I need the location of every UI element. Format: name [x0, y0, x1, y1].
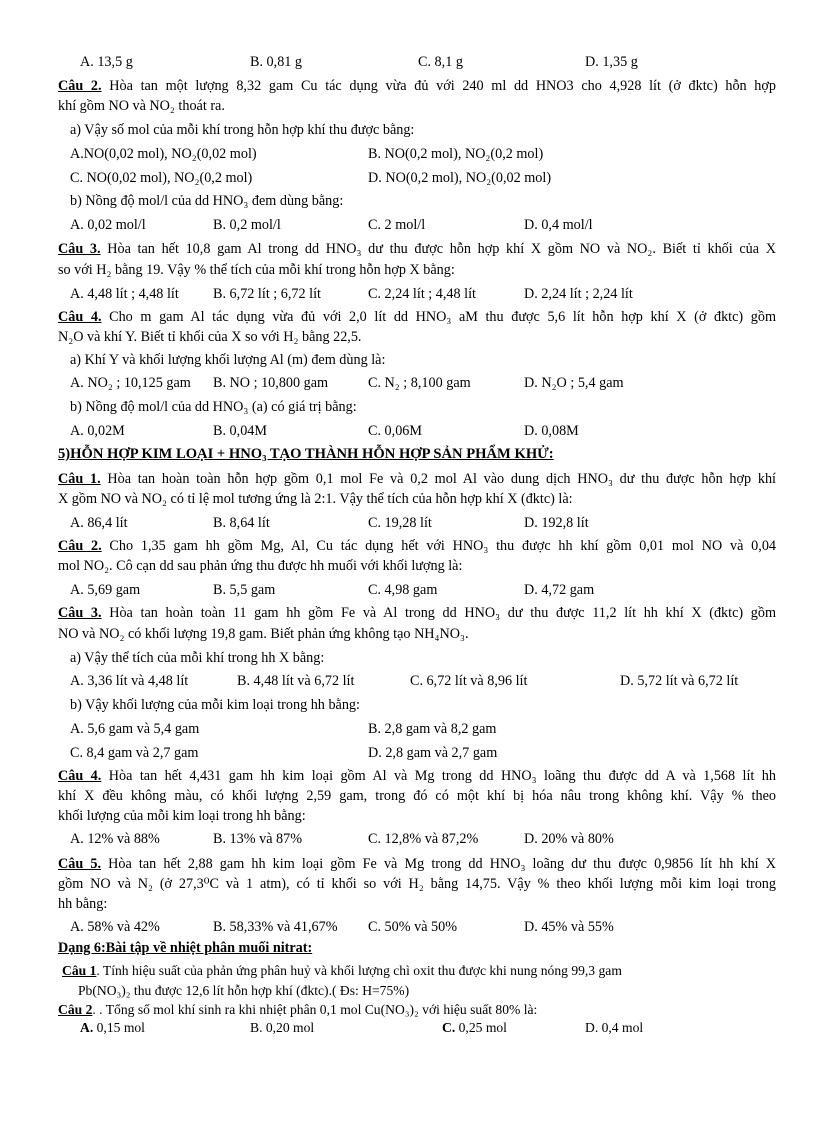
d6q2-line1: Câu 2. . Tổng số mol khí sinh ra khi nhiệt phân 0,1 mol Cu(NO₃)₂ với hiệu suất 80% là: — [58, 1002, 538, 1017]
q2b-option-c: C. 2 mol/l — [368, 217, 426, 233]
s5q4-line3: khối lượng của mỗi kim loại trong hh bằng: — [58, 808, 306, 824]
s5q3b-option-a: A. 5,6 gam và 5,4 gam — [70, 721, 200, 737]
s5q5-option-b: B. 58,33% và 41,67% — [213, 919, 338, 935]
q4b-question: b) Nồng độ mol/l của dd HNO₃ (a) có giá trị bằng: — [70, 399, 357, 415]
q4b-option-b: B. 0,04M — [213, 423, 267, 439]
q3-label: Câu 3. — [58, 241, 101, 257]
s5q3a-option-a: A. 3,36 lít và 4,48 lít — [70, 673, 189, 689]
q3-option-a: A. 4,48 lít ; 4,48 lít — [70, 286, 179, 302]
s5q3a-option-b: B. 4,48 lít và 6,72 lít — [237, 673, 355, 689]
d6q2-label: Câu 2 — [58, 1002, 93, 1017]
s5q1-line2: X gồm NO và NO₂ có tỉ lệ mol tương ứng là 2:1. Vậy thể tích của hỗn hợp khí X (đktc) là: — [58, 491, 573, 507]
q4b-option-d: D. 0,08M — [524, 423, 579, 439]
q2b-option-d: D. 0,4 mol/l — [524, 217, 593, 233]
q4b-option-c: C. 0,06M — [368, 423, 422, 439]
d6q1-label: Câu 1 — [62, 963, 97, 978]
q2b-option-b: B. 0,2 mol/l — [213, 217, 281, 233]
s5q4-option-a: A. 12% và 88% — [70, 831, 160, 847]
s5q4-option-c: C. 12,8% và 87,2% — [368, 831, 479, 847]
s5q2-option-c: C. 4,98 gam — [368, 582, 438, 598]
s5q1-option-b: B. 8,64 lít — [213, 515, 270, 531]
s5q2-option-a: A. 5,69 gam — [70, 582, 141, 598]
s5q1-option-a: A. 86,4 lít — [70, 515, 128, 531]
prev-option-d: D. 1,35 g — [585, 54, 638, 70]
s5q5-line2: gồm NO và N₂ (ở 27,3⁰C và 1 atm), có tỉ khối so với H₂ bằng 14,75. Vậy % theo khối lượng mỗi kim loại trong — [58, 876, 776, 892]
s5q3b-option-c: C. 8,4 gam và 2,7 gam — [70, 745, 199, 761]
s5q4-option-d: D. 20% và 80% — [524, 831, 614, 847]
s5q3b-question: b) Vậy khối lượng của mỗi kim loại trong hh bằng: — [70, 697, 360, 713]
q3-option-d: D. 2,24 lít ; 2,24 lít — [524, 286, 633, 302]
q4-label: Câu 4. — [58, 309, 102, 325]
s5q2-option-d: D. 4,72 gam — [524, 582, 595, 598]
s5q1-line1: Câu 1. Hòa tan hoàn toàn hỗn hợp gồm 0,1 mol Fe và 0,2 mol Al vào dung dịch HNO₃ dư thu được hỗn hợp khí — [58, 471, 776, 487]
d6q2-option-c: C. 0,25 mol — [442, 1020, 507, 1035]
s5q4-label: Câu 4. — [58, 768, 102, 784]
s5q2-option-b: B. 5,5 gam — [213, 582, 276, 598]
q4a-question: a) Khí Y và khối lượng khối lượng Al (m) đem dùng là: — [70, 352, 386, 368]
q4a-option-d: D. N₂O ; 5,4 gam — [524, 375, 624, 391]
q2a-option-a: A.NO(0,02 mol), NO₂(0,02 mol) — [70, 146, 257, 162]
q2b-option-a: A. 0,02 mol/l — [70, 217, 146, 233]
q4b-option-a: A. 0,02M — [70, 423, 125, 439]
d6q2-option-b: B. 0,20 mol — [250, 1020, 315, 1035]
q2-line1: Câu 2. Hòa tan một lượng 8,32 gam Cu tác dụng vừa đủ với 240 ml dd HNO3 cho 4,928 lít (ở đktc) hỗn hợp — [58, 78, 776, 94]
dang6-heading: Dạng 6:Bài tập về nhiệt phân muối nitrat: — [58, 940, 313, 956]
d6q2-option-a: A. 0,15 mol — [80, 1020, 145, 1035]
s5q3a-question: a) Vậy thể tích của mỗi khí trong hh X bằng: — [70, 650, 325, 666]
s5q5-label: Câu 5. — [58, 856, 102, 872]
q2a-option-d: D. NO(0,2 mol), NO₂(0,02 mol) — [368, 170, 552, 186]
s5q1-option-d: D. 192,8 lít — [524, 515, 589, 531]
q2a-option-b: B. NO(0,2 mol), NO₂(0,2 mol) — [368, 146, 544, 162]
s5q1-label: Câu 1. — [58, 471, 101, 487]
q3-option-c: C. 2,24 lít ; 4,48 lít — [368, 286, 476, 302]
s5q2-line1: Câu 2. Cho 1,35 gam hh gồm Mg, Al, Cu tác dụng hết với HNO₃ thu được hh khí gồm 0,01 mol NO và 0,04 — [58, 538, 776, 554]
s5q5-option-a: A. 58% và 42% — [70, 919, 160, 935]
s5q2-line2: mol NO₂. Cô cạn dd sau phản ứng thu được hh muối với khối lượng là: — [58, 558, 463, 574]
s5q3a-option-d: D. 5,72 lít và 6,72 lít — [620, 673, 739, 689]
prev-option-a: A. 13,5 g — [80, 54, 133, 70]
s5q4-option-b: B. 13% và 87% — [213, 831, 303, 847]
s5q3b-option-b: B. 2,8 gam và 8,2 gam — [368, 721, 497, 737]
q2-line2: khí gồm NO và NO₂ thoát ra. — [58, 98, 225, 114]
q2-label: Câu 2. — [58, 78, 102, 94]
s5q5-line3: hh bằng: — [58, 896, 108, 912]
section5-heading: 5)HỖN HỢP KIM LOẠI + HNO₃ TẠO THÀNH HỖN HỢP SẢN PHẨM KHỬ: — [58, 446, 554, 462]
q4-line2: N₂O và khí Y. Biết tỉ khối của X so với H₂ bằng 22,5. — [58, 329, 362, 345]
q4-line1: Câu 4. Cho m gam Al tác dụng vừa đủ với 2,0 lít dd HNO₃ aM thu được 5,6 lít hỗn hợp khí X (ở đktc) gồm — [58, 309, 776, 325]
d6q2-option-d: D. 0,4 mol — [585, 1020, 644, 1035]
s5q3b-option-d: D. 2,8 gam và 2,7 gam — [368, 745, 498, 761]
s5q1-option-c: C. 19,28 lít — [368, 515, 432, 531]
prev-option-b: B. 0,81 g — [250, 54, 303, 70]
d6q1-line2: Pb(NO₃)₂ thu được 12,6 lít hỗn hợp khí (đktc).( Đs: H=75%) — [78, 983, 410, 998]
s5q4-line1: Câu 4. Hòa tan hết 4,431 gam hh kim loại gồm Al và Mg trong dd HNO₃ loãng thu được dd A và 1,568 lít hh — [58, 768, 776, 784]
q4a-option-c: C. N₂ ; 8,100 gam — [368, 375, 471, 391]
q4a-option-a: A. NO₂ ; 10,125 gam — [70, 375, 191, 391]
q3-line2: so với H₂ bằng 19. Vậy % thể tích của mỗi khí trong hỗn hợp X bằng: — [58, 262, 455, 278]
s5q3-label: Câu 3. — [58, 605, 102, 621]
q3-option-b: B. 6,72 lít ; 6,72 lít — [213, 286, 321, 302]
s5q5-option-d: D. 45% và 55% — [524, 919, 614, 935]
q2a-question: a) Vậy số mol của mỗi khí trong hỗn hợp khí thu được bằng: — [70, 122, 415, 138]
s5q2-label: Câu 2. — [58, 538, 102, 554]
s5q5-line1: Câu 5. Hòa tan hết 2,88 gam hh kim loại gồm Fe và Mg trong dd HNO₃ loãng dư thu được 0,9856 lít hh khí X — [58, 856, 776, 872]
q2b-question: b) Nồng độ mol/l của dd HNO₃ đem dùng bằng: — [70, 193, 344, 209]
s5q3-line1: Câu 3. Hòa tan hoàn toàn 11 gam hh gồm Fe và Al trong dd HNO₃ dư thu được 11,2 lít hh khí X (đktc) gồm — [58, 605, 776, 621]
q3-line1: Câu 3. Hòa tan hết 10,8 gam Al trong dd HNO₃ dư thu được hỗn hợp khí X gồm NO và NO₂. Biết tỉ khối của X — [58, 241, 776, 257]
s5q3a-option-c: C. 6,72 lít và 8,96 lít — [410, 673, 528, 689]
s5q5-option-c: C. 50% và 50% — [368, 919, 458, 935]
d6q1-line1: Câu 1. Tính hiệu suất của phản ứng phân huỷ và khối lượng chì oxit thu được khi nung nóng 99,3 gam — [62, 963, 622, 978]
q2a-option-c: C. NO(0,02 mol), NO₂(0,2 mol) — [70, 170, 253, 186]
q4a-option-b: B. NO ; 10,800 gam — [213, 375, 329, 391]
s5q4-line2: khí X đều không màu, có khối lượng 2,59 gam, trong đó có một khí bị hóa nâu trong không khí. Vậy % theo — [58, 788, 776, 804]
s5q3-line2: NO và NO₂ có khối lượng 19,8 gam. Biết phản ứng không tạo NH₄NO₃. — [58, 626, 469, 642]
prev-option-c: C. 8,1 g — [418, 54, 463, 70]
